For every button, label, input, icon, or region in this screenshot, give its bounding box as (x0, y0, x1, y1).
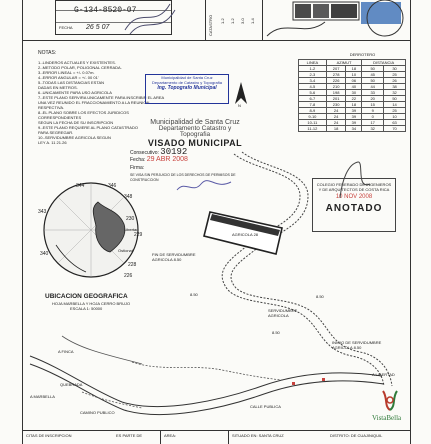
catastro-col-1: 1-2 (220, 18, 225, 24)
footer-div-2 (228, 430, 229, 444)
derrotero-cell: 278 (326, 72, 346, 78)
date-value: 26 5 07 (86, 24, 110, 31)
derrotero-cell: 10 (346, 72, 362, 78)
derrotero-cell: 5-6 (299, 90, 327, 96)
derrotero-cell: 50 (362, 66, 384, 72)
derrotero-cell: 17 (362, 120, 384, 126)
note-6: DADAS EN METROS. (38, 85, 78, 90)
label-quebrada: QUEBRADA (60, 382, 83, 387)
derrotero-row (299, 126, 406, 132)
location-map-subtitle: HOJA MARBELLA Y HOJA CERRO BRUJO (52, 301, 131, 306)
header-vline (205, 0, 206, 40)
derrotero-cell: 14 (384, 102, 406, 108)
note-2: 2.-METODO POLAR, POLIGONAL CERRADA. (38, 65, 122, 70)
catastro-col-3: 3-0 (240, 18, 245, 24)
derrotero-cell: 50 (384, 96, 406, 102)
derrotero-cell: 9 (362, 108, 384, 114)
derrotero-cell: 26 (384, 78, 406, 84)
derrotero-cell: 18 (326, 126, 346, 132)
header-vline-2 (262, 0, 263, 40)
note-7: 6.-UNICAMENTE PARA USO AGRICOLA (38, 90, 112, 95)
derrotero-cell: 198 (326, 90, 346, 96)
note-1: 1.-LINDEROS ACTUALES Y EXISTENTES. (38, 60, 116, 65)
derrotero-cell: 63 (384, 120, 406, 126)
derrotero-cell: 39 (346, 120, 362, 126)
label-width-3: 8.50 (316, 294, 324, 299)
notes-title: NOTAS: (38, 50, 57, 56)
derrotero-cell: 201 (326, 96, 346, 102)
derrotero-cell: 25 (384, 72, 406, 78)
header-signature (120, 0, 180, 38)
derrotero-cell: 6-7 (299, 96, 327, 102)
vistabella-logo-text: VistaBella (372, 414, 402, 422)
derrotero-cell: 7-8 (299, 102, 327, 108)
derrotero-cell: 30 (384, 66, 406, 72)
svg-text:N: N (238, 103, 241, 108)
derrotero-cell: 32 (384, 90, 406, 96)
catastro-col-0: CATASTRO (208, 14, 213, 36)
derrotero-header-linea: LINEA (299, 60, 327, 66)
map-num-340: 340 (40, 251, 49, 257)
footer-div-1 (160, 430, 161, 444)
map-num-230: 230 (126, 216, 135, 222)
derrotero-cell: 11-12 (299, 126, 327, 132)
derrotero-cell: 8-9 (299, 108, 327, 114)
visado-municipalidad: Municipalidad de Santa Cruz (150, 119, 240, 126)
map-place-libertad: Libertad (124, 227, 139, 232)
derrotero-cell: 32 (362, 126, 384, 132)
derrotero-cell: 39 (346, 114, 362, 120)
derrotero-cell: 40 (346, 84, 362, 90)
derrotero-cell: 15 (362, 102, 384, 108)
derrotero-cell: 39 (346, 108, 362, 114)
vistabella-logo-icon (378, 388, 402, 412)
map-num-348: 348 (124, 194, 133, 200)
top-border (22, 40, 411, 41)
date-label: FECHA (59, 25, 73, 30)
colegio-date: 10 NOV 2008 (335, 194, 373, 200)
derrotero-header-azimut: AZIMUT (326, 60, 361, 66)
label-finca: A FINCA (58, 349, 74, 354)
note-5: 5.-TODAS LAS DISTANCIAS ESTAN (38, 80, 105, 85)
derrotero-cell: 24 (326, 108, 346, 114)
firma-label: Firma: (130, 165, 145, 171)
derrotero-cell: 20 (362, 96, 384, 102)
derrotero-cell: 18 (346, 66, 362, 72)
footer-citas: CITAS DE INSCRIPCION (26, 433, 72, 438)
footer-situado: SITUADO EN: SANTA CRUZ (232, 433, 284, 438)
derrotero-cell: 230 (326, 102, 346, 108)
label-camino-publico: CAMINO PUBLICO (80, 410, 115, 415)
label-width-2: 8.50 (272, 330, 280, 335)
footer-border (22, 430, 411, 431)
map-num-228: 228 (128, 262, 137, 268)
label-libertad: A LIBERTAD (372, 372, 395, 377)
label-servidumbre-fin: FIN DE SERVIDUMBRE AGRICOLA 8.50 (152, 252, 196, 262)
label-width-1: 8.50 (190, 292, 198, 297)
map-num-346: 346 (108, 183, 117, 189)
note-14: 10.-SERVIDUMBRE AGRICOLA SEGUN (38, 135, 111, 140)
fecha-value: 29 ABR 2008 (146, 156, 188, 163)
derrotero-cell: 3-4 (299, 78, 327, 84)
derrotero-cell: 207 (326, 66, 346, 72)
derrotero-cell: 70 (384, 126, 406, 132)
note-13: PARA SEGREGAR. (38, 130, 74, 135)
colegio-line2: Y DE ARQUITECTOS DE COSTA RICA (318, 187, 390, 192)
derrotero-cell: 18 (346, 102, 362, 108)
plan-number: G-134-8520-07 (74, 6, 137, 15)
derrotero-cell: 25 (384, 108, 406, 114)
derrotero-cell: 210 (326, 84, 346, 90)
derrotero-cell: 10-11 (299, 120, 327, 126)
location-map-scale: ESCALA 1: 50000 (70, 306, 103, 311)
municipal-stamp (145, 74, 229, 104)
north-arrow-icon (230, 80, 252, 108)
derrotero-cell: 0 (362, 114, 384, 120)
right-border (410, 0, 411, 444)
label-parcel: AGRICOLA 28 (232, 232, 259, 237)
map-num-229: 229 (134, 232, 143, 238)
label-calle-publica: CALLE PUBLICA (250, 404, 281, 409)
derrotero-cell: 44 (362, 84, 384, 90)
derrotero-cell: 24 (326, 114, 346, 120)
derrotero-cell: 10 (384, 114, 406, 120)
note-8: 7.-ESTE PLANO SERVIRA UNICAMENTE PARA INSCRIBIR EL AREA (38, 95, 165, 100)
anotado-label: ANOTADO (325, 203, 383, 214)
municipal-stamp-line3: Ing. Topografo Municipal (157, 85, 217, 91)
derrotero-cell: 33 (362, 90, 384, 96)
map-num-343: 343 (38, 209, 47, 215)
note-15: LEY A. 11 21.26 (38, 140, 67, 145)
derrotero-cell: 50 (362, 78, 384, 84)
footer-es-parte: ES PARTE DE (116, 433, 143, 438)
note-4: 4.-ERROR ANGULAR = +/- 00 01' (38, 75, 99, 80)
label-servidumbre-inicio: INICIO DE SERVIDUMBRE AGRICOLA 8.50 (332, 340, 382, 350)
derrotero-title: DERROTERO (349, 52, 376, 57)
map-num-344: 344 (76, 183, 85, 189)
label-marbella: A MARBELLA (30, 394, 55, 399)
visado-disclaimer: SE VISA SIN PERJUICIO DE LOS DERECHOS DE PERMISOS DE CONSTRUCCION (130, 173, 236, 182)
derrotero-cell: 9-10 (299, 114, 327, 120)
colegio-line1: COLEGIO FEDERADO DE INGENIEROS (316, 182, 392, 187)
label-servidumbre-mid: SERVIDUMBRE AGRICOLA (268, 308, 298, 318)
top-stamps (265, 0, 410, 40)
consecutivo-value: 30192 (160, 147, 188, 157)
note-11: SEGUN LA FECHA DE SU INSCRIPCION (38, 120, 114, 125)
note-3: 3.-ERROR LINEAL = +/- 0.07m. (38, 70, 95, 75)
visado-topografia: Topografia (179, 131, 211, 138)
footer-distrito: DISTRITO: DE CUAJINIQUIL (330, 433, 383, 438)
municipal-stamp-line2: Departamento de Catastro y Topografia (152, 80, 222, 85)
derrotero-cell: 38 (384, 84, 406, 90)
municipal-stamp-line1: Municipalidad de Santa Cruz (161, 75, 213, 80)
derrotero-cell: 22 (346, 96, 362, 102)
derrotero-header-distancia: DISTANCIA (362, 60, 406, 66)
footer-area: AREA: (164, 433, 177, 438)
derrotero-cell: 226 (326, 78, 346, 84)
derrotero-cell: 30 (346, 90, 362, 96)
note-10: 8.-EL PLANO SOBRE LOS EFECTOS JURIDICOS CORRESPONDIENTES (38, 110, 129, 120)
derrotero-cell: 4-5 (299, 84, 327, 90)
derrotero-cell: 06 (346, 78, 362, 84)
fecha-label: Fecha: (130, 157, 146, 163)
visado-departamento: Departamento Catastro y (158, 125, 232, 132)
note-9: UNA VEZ REUNIDO EL FRACCIONAMIENTO A LA REUNION RESPECTIVA. (38, 100, 150, 110)
note-12: 9.-ESTE PLANO REQUIERE AL PLANO CATASTRADO (38, 125, 138, 130)
catastro-col-4: 1-4 (250, 18, 255, 24)
derrotero-cell: 1-2 (299, 66, 327, 72)
consecutivo-label: Consecutivo: (130, 150, 159, 156)
catastro-col-2: 1-2 (230, 18, 235, 24)
derrotero-table (298, 59, 406, 132)
derrotero-cell: 2-3 (299, 72, 327, 78)
derrotero-cell: 45 (362, 72, 384, 78)
map-place-ostional: Ostional (118, 248, 133, 253)
location-map-title: UBICACION GEOGRAFICA (45, 293, 128, 300)
survey-drawing (22, 150, 410, 430)
derrotero-cell: 24 (326, 120, 346, 126)
derrotero-cell: 34 (346, 126, 362, 132)
visado-title: VISADO MUNICIPAL (147, 138, 243, 148)
map-num-226: 226 (124, 273, 133, 279)
